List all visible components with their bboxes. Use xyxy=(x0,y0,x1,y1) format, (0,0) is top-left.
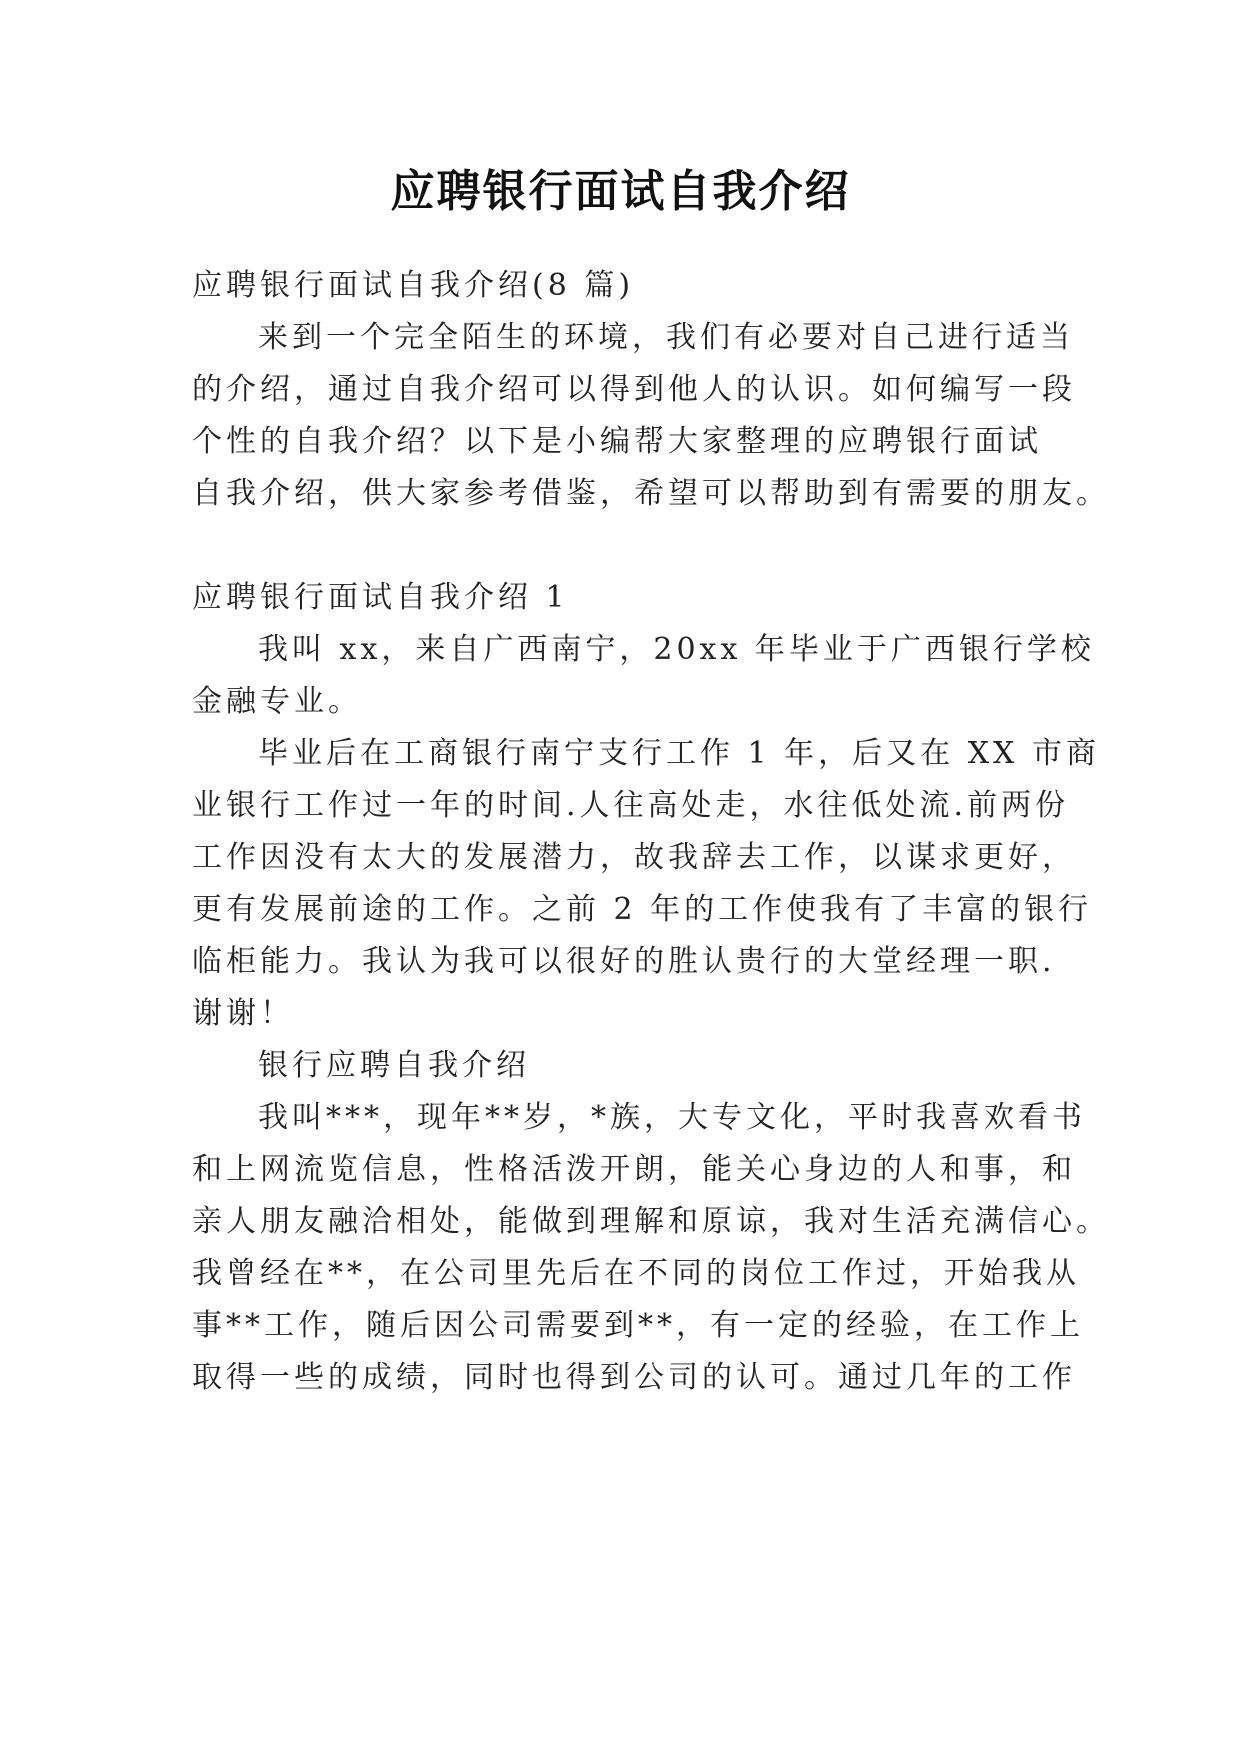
text-line: 金融专业。 xyxy=(192,684,362,719)
section-heading: 应聘银行面试自我介绍 1 xyxy=(192,580,569,615)
text-line: 毕业后在工商银行南宁支行工作 1 年，后又在 XX 市商 xyxy=(258,736,1100,771)
text-line: 来到一个完全陌生的环境，我们有必要对自己进行适当 xyxy=(258,320,1074,355)
text-line: 个性的自我介绍？以下是小编帮大家整理的应聘银行面试 xyxy=(192,424,1042,459)
text-line: 自我介绍，供大家参考借鉴，希望可以帮助到有需要的朋友。 xyxy=(192,476,1110,511)
text-line: 更有发展前途的工作。之前 2 年的工作使我有了丰富的银行 xyxy=(192,892,1093,927)
text-line: 的介绍，通过自我介绍可以得到他人的认识。如何编写一段 xyxy=(192,372,1076,407)
text-line: 应聘银行面试自我介绍(8 篇) xyxy=(192,268,635,303)
text-line: 我叫***，现年**岁，*族，大专文化，平时我喜欢看书 xyxy=(258,1100,1086,1135)
text-line: 临柜能力。我认为我可以很好的胜认贵行的大堂经理一职. xyxy=(192,944,1056,979)
text-line: 业银行工作过一年的时间.人往高处走，水往低处流.前两份 xyxy=(192,788,1070,823)
text-line: 我曾经在**，在公司里先后在不同的岗位工作过，开始我从 xyxy=(192,1256,1080,1291)
text-line: 我叫 xx，来自广西南宁，20xx 年毕业于广西银行学校 xyxy=(258,632,1095,667)
text-line: 和上网流览信息，性格活泼开朗，能关心身边的人和事，和 xyxy=(192,1152,1076,1187)
document-title: 应聘银行面试自我介绍 xyxy=(390,166,851,217)
text-line: 取得一些的成绩，同时也得到公司的认可。通过几年的工作 xyxy=(192,1360,1076,1395)
text-line: 工作因没有太大的发展潜力，故我辞去工作，以谋求更好， xyxy=(192,840,1076,875)
text-line: 亲人朋友融洽相处，能做到理解和原谅，我对生活充满信心。 xyxy=(192,1204,1110,1239)
section-heading: 银行应聘自我介绍 xyxy=(258,1048,530,1083)
text-line: 事**工作，随后因公司需要到**，有一定的经验，在工作上 xyxy=(192,1308,1084,1343)
text-line: 谢谢！ xyxy=(192,996,294,1031)
